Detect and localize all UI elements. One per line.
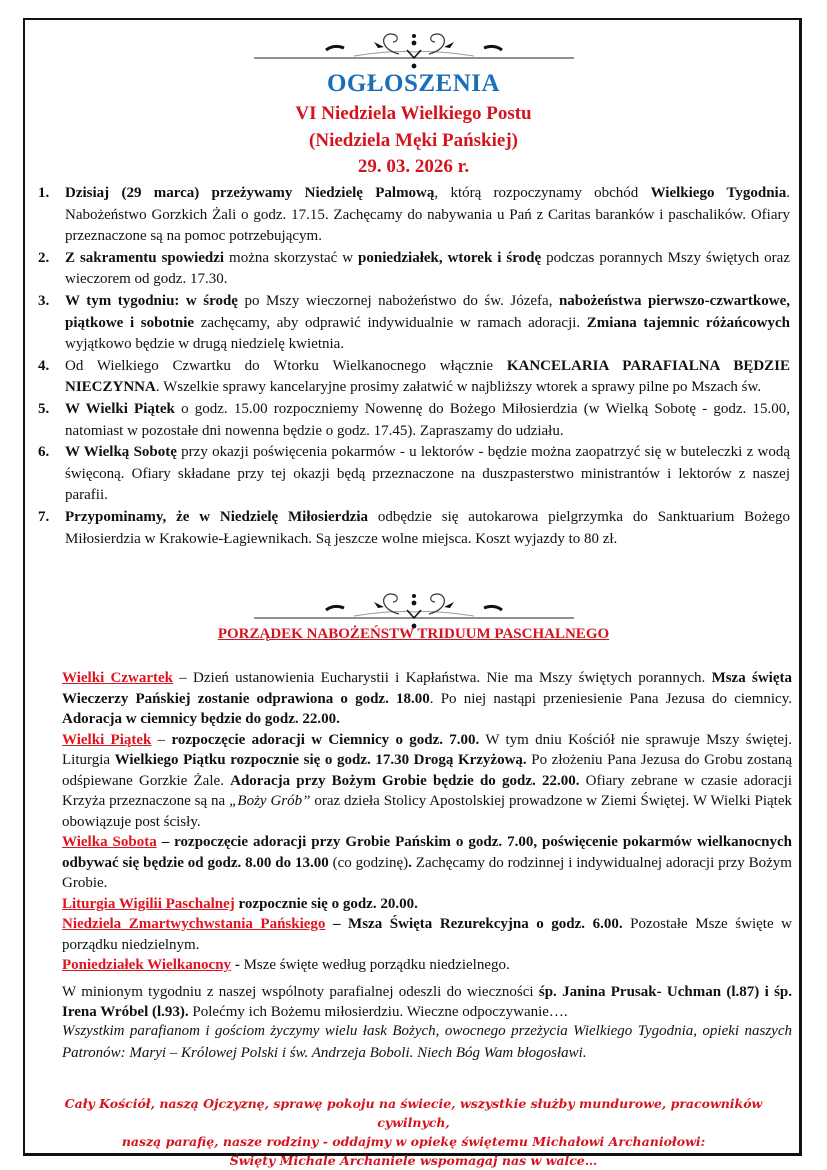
bold-text: – Msza Święta Rezurekcyjna o godz. 6.00. <box>325 916 623 932</box>
day-heading: Liturgia Wigilii Paschalnej <box>62 895 235 912</box>
announcement-item <box>38 442 790 507</box>
bold-text: W tym tygodniu: w środę <box>65 292 238 309</box>
announcement-item <box>38 248 790 291</box>
day-heading: Niedziela Zmartwychwstania Pańskiego <box>62 916 326 932</box>
triduum-entry <box>62 955 792 976</box>
text: podczas porannych Mszy świętych oraz wieczorem od godz. 17.30. <box>65 249 790 288</box>
subtitle-passion: (Niedziela Męki Pańskiej) <box>309 130 518 151</box>
bold-text: Adoracja w ciemnicy będzie do godz. 22.00. <box>62 711 340 727</box>
announcements-list <box>38 183 790 550</box>
bold-text: W Wielki Piątek <box>65 400 175 417</box>
text: przy okazji poświęcenia pokarmów - u lektorów - będzie można zaopatrzyć się w buteleczki z wodą święconą. Ofiary składane przy tej okazji będą przeznaczone na duszpasterstwo ministrantów i lektorów z naszej parafii. <box>65 444 790 504</box>
text: odbędzie się autokarowa pielgrzymka do Sanktuarium Bożego Miłosierdzia w Krakowie-Łagiewnikach. Są jeszcze wolne miejsca. Koszt wyjazdy to 80 zł. <box>65 508 791 547</box>
bold-text: nabożeństwa pierwszo-czwartkowe, piątkowe i sobotnie <box>65 292 790 331</box>
prayer-line: naszą parafię, nasze rodziny - oddajmy w opiekę świętemu Michałowi Archaniołowi: <box>121 1134 706 1149</box>
bold-text: Dzisiaj (29 marca) przeżywamy Niedzielę Palmową <box>65 185 435 201</box>
item-number: 2. <box>38 249 50 266</box>
text: . Po niej nastąpi przeniesienie Pana Jezusa do ciemnicy. <box>429 690 792 707</box>
text: Polećmy ich Bożemu miłosierdziu. Wieczne odpoczywanie…. <box>188 1004 568 1020</box>
text: zachęcamy, aby odprawić indywidualnie w ramach adoracji. <box>194 314 587 331</box>
day-heading: Wielki Czwartek <box>62 670 173 686</box>
text: – Dzień ustanowienia Eucharystii i Kapłaństwa. Nie ma Mszy świętych porannych. <box>173 670 712 686</box>
item-number: 3. <box>38 292 50 309</box>
text: można skorzystać w <box>224 249 359 266</box>
text: W tym dniu Kościół nie sprawuje Mszy świętej. Liturgia <box>62 731 792 768</box>
bold-text: rozpoczęcie adoracji w Ciemnicy o godz. 7.00. <box>171 731 480 748</box>
announcement-item <box>38 183 790 248</box>
item-number: 4. <box>38 357 50 374</box>
triduum-entry <box>62 832 792 894</box>
day-heading: Wielki Piątek <box>62 731 152 748</box>
subtitle-sunday: VI Niedziela Wielkiego Postu <box>295 103 532 124</box>
bold-text: – rozpoczęcie adoracji przy Grobie Pańskim o godz. 7.00, poświęcenie pokarmów wielkanocnych odbywać się będzie od godz. 8.00 do 13.00 <box>62 834 792 871</box>
bold-text: Wielkiego Tygodnia <box>650 185 787 201</box>
text: . Wszelkie sprawy kancelaryjne prosimy załatwić w najbliższy wtorek a sprawy pilne po Mszach św. <box>155 379 762 396</box>
text: W minionym tygodniu z naszej wspólnoty parafialnej odeszli do wieczności <box>62 983 539 1000</box>
text: , którą rozpoczynamy obchód <box>434 185 651 201</box>
bold-text: - <box>231 957 244 973</box>
obituary-notice <box>62 982 792 1023</box>
prayer-footer <box>30 1094 797 1170</box>
triduum-section-title: PORZĄDEK NABOŻEŃSTW TRIDUUM PASCHALNEGO <box>217 626 610 642</box>
bold-text: Adoracja przy Bożym Grobie będzie do godz. 22.00. <box>230 772 580 789</box>
triduum-entry <box>62 730 792 833</box>
italic-text: „Boży Grób” <box>229 793 311 809</box>
text: Od Wielkiego Czwartku do Wtorku Wielkanocnego włącznie <box>65 357 507 374</box>
day-heading: Poniedziałek Wielkanocny <box>62 957 232 973</box>
text: po Mszy wieczornej nabożeństwo do św. Józefa, <box>237 292 559 309</box>
day-heading: Wielka Sobota <box>62 834 157 850</box>
triduum-schedule <box>62 668 792 1023</box>
text: Pozostałe Msze święte w porządku niedzielnym. <box>62 916 792 953</box>
wishes-text: Wszystkim parafianom i gościom życzymy wielu łask Bożych, owocnego przeżycia Wielkiego Tygodnia, opieki naszych Patronów: Maryi – Królowej Polski i św. Andrzeja Boboli. Niech Bóg Wam błogosławi. <box>62 1023 792 1061</box>
prayer-line: Cały Kościół, naszą Ojczyznę, sprawę pokoju na świecie, wszystkie służby mundurowe, pracowników cywilnych, <box>64 1096 763 1130</box>
flourish-divider-icon <box>254 22 574 74</box>
announcement-item <box>38 399 790 442</box>
bold-text: Z sakramentu spowiedzi <box>65 249 225 266</box>
bold-text: poniedziałek, wtorek i środę <box>358 249 542 266</box>
item-number: 5. <box>38 400 50 417</box>
bold-text: Wielkiego Piątku rozpocznie się o godz. 17.30 Drogą Krzyżową. <box>114 752 527 768</box>
bold-text: W Wielką Sobotę <box>65 444 177 461</box>
triduum-entry <box>62 894 792 915</box>
bold-text: Msza święta Wieczerzy Pańskiej zostanie odprawiona o godz. 18.00 <box>62 670 792 707</box>
text: oraz dzieła Stolicy Apostolskiej prowadzone w Ziemi Świętej. W Wielki Piątek obowiązuje post ścisły. <box>62 793 792 830</box>
bold-text: Zmiana tajemnic różańcowych <box>586 314 790 331</box>
triduum-entry <box>62 914 792 955</box>
text: Msze święte według porządku niedzielnego. <box>243 957 510 973</box>
announcement-date: 29. 03. 2026 r. <box>357 156 470 177</box>
text: Po złożeniu Pana Jezusa do Grobu zostaną odśpiewane Gorzkie Żale. <box>62 752 793 789</box>
text: (co godzinę) <box>328 854 409 871</box>
bold-text: Przypominamy, że w Niedzielę Miłosierdzia <box>65 508 368 525</box>
text: Ofiary zebrane w czasie adoracji Krzyża przeznaczone są na <box>62 772 792 809</box>
item-number: 7. <box>38 508 50 525</box>
triduum-entry <box>62 668 792 730</box>
text: . Nabożeństwo Gorzkich Żali o godz. 17.15. Zachęcamy do nabywania u Pań z Caritas baranków i paschalików. Ofiary przeznaczone są na pomoc potrzebującym. <box>65 185 790 245</box>
bold-text: rozpocznie się o godz. 20.00. <box>234 895 418 912</box>
item-number: 6. <box>38 444 50 461</box>
bold-text: . <box>408 854 412 871</box>
text: – <box>151 731 172 748</box>
announcement-item <box>38 291 790 356</box>
prayer-line: Święty Michale Archaniele wspomagaj nas w walce… <box>229 1153 598 1168</box>
text: wyjątkowo będzie w drugą niedzielę kwietnia. <box>65 336 345 353</box>
bold-text: śp. Janina Prusak- Uchman (l.87) i śp. Irena Wróbel (l.93). <box>62 983 792 1020</box>
item-number: 1. <box>38 185 50 201</box>
announcement-item <box>38 507 790 550</box>
text: o godz. 15.00 rozpoczniemy Nowennę do Bożego Miłosierdzia (w Wielką Sobotę - godz. 15.00, natomiast w pozostałe dni nowenna będzie o godz. 17.45). Zapraszamy do udziału. <box>65 400 791 439</box>
bold-text: KANCELARIA PARAFIALNA BĘDZIE NIECZYNNA <box>65 357 791 396</box>
page-title: OGŁOSZENIA <box>326 70 501 97</box>
announcement-item <box>38 356 790 399</box>
text: Zachęcamy do rodzinnej i indywidualnej adoracji przy Bożym Grobie. <box>62 854 792 891</box>
